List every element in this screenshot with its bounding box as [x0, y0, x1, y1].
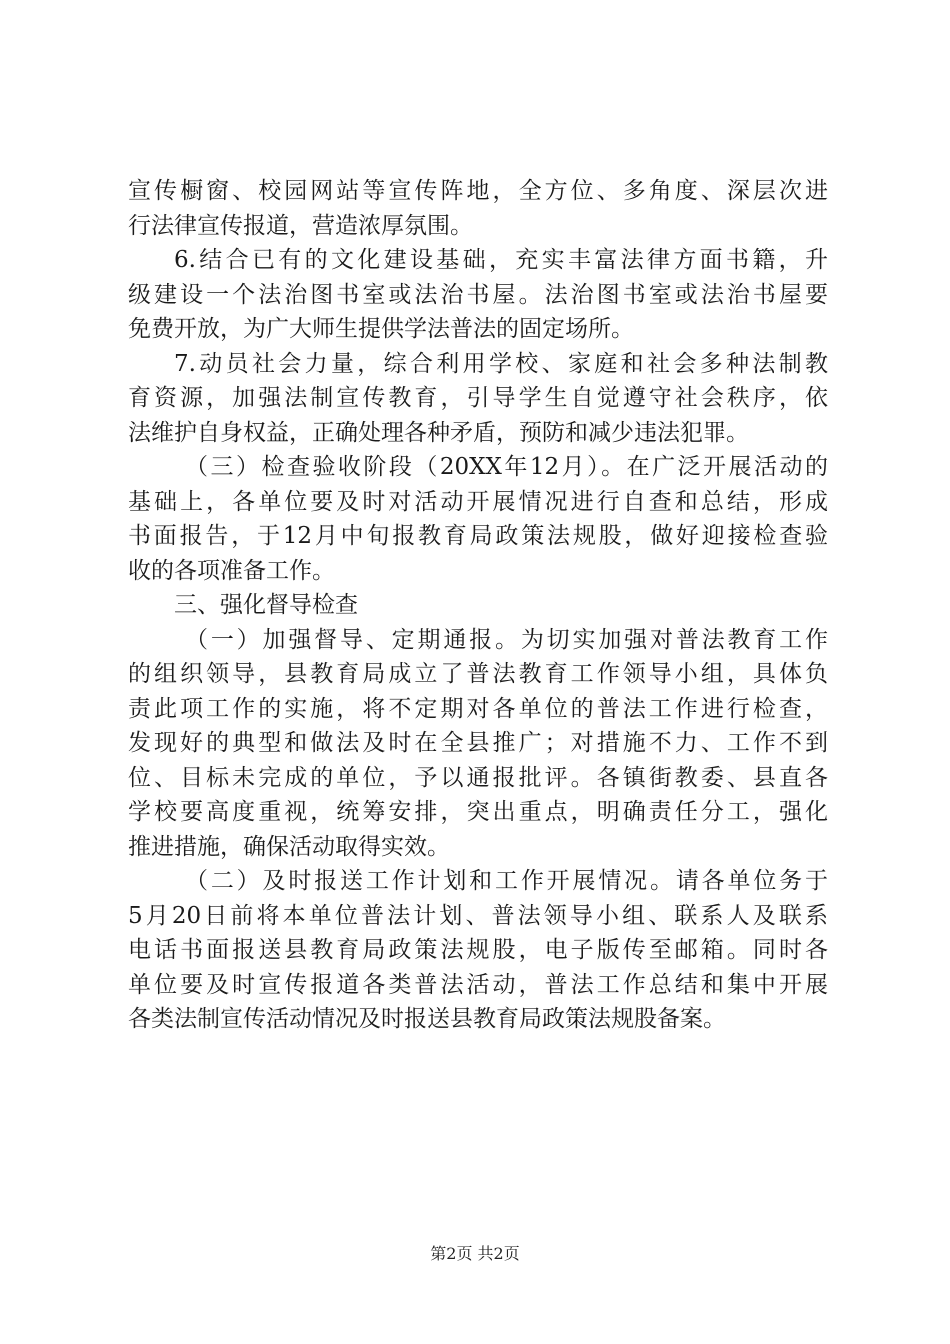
text-line: 学校要高度重视，统筹安排，突出重点，明确责任分工，强化: [128, 799, 828, 825]
text-line: 书面报告，于12月中旬报教育局政策法规股，做好迎接检查验: [128, 523, 828, 549]
text-line: 级建设一个法治图书室或法治书屋。法治图书室或法治书屋要: [128, 281, 828, 308]
text-line: 发现好的典型和做法及时在全县推广；对措施不力、工作不到: [128, 730, 828, 756]
text-line: （二）及时报送工作计划和工作开展情况。请各单位务于: [185, 868, 828, 894]
text-line: 5月20日前将本单位普法计划、普法领导小组、联系人及联系: [128, 902, 828, 929]
text-line: 各类法制宣传活动情况及时报送县教育局政策法规股备案。: [128, 1006, 726, 1032]
document-body: [128, 174, 828, 1037]
text-line: 推进措施，确保活动取得实效。: [128, 833, 450, 860]
page-number-footer: 第2页 共2页: [430, 1244, 520, 1263]
text-line: （三）检查验收阶段（20XX年12月）。在广泛开展活动的: [185, 454, 828, 480]
text-line: 法维护自身权益，正确处理各种矛盾，预防和减少违法犯罪。: [128, 419, 749, 446]
text-line: 育资源，加强法制宣传教育，引导学生自觉遵守社会秩序，依: [128, 385, 828, 411]
text-line: 宣传橱窗、校园网站等宣传阵地，全方位、多角度、深层次进: [128, 178, 828, 204]
text-line: 6.结合已有的文化建设基础，充实丰富法律方面书籍，升: [174, 247, 828, 273]
text-line: 位、目标未完成的单位，予以通报批评。各镇街教委、县直各: [128, 764, 828, 791]
text-line: 单位要及时宣传报道各类普法活动，普法工作总结和集中开展: [128, 971, 828, 998]
text-line: 责此项工作的实施，将不定期对各单位的普法工作进行检查，: [128, 695, 828, 722]
text-line: 行法律宣传报道，营造浓厚氛围。: [128, 212, 473, 239]
text-line: 电话书面报送县教育局政策法规股，电子版传至邮箱。同时各: [128, 937, 828, 963]
text-line: 7.动员社会力量，综合利用学校、家庭和社会多种法制教: [174, 350, 828, 377]
section-heading: 三、强化督导检查: [174, 592, 358, 618]
text-line: 的组织领导，县教育局成立了普法教育工作领导小组，具体负: [128, 661, 828, 687]
text-line: 免费开放，为广大师生提供学法普法的固定场所。: [128, 316, 634, 342]
text-line: （一）加强督导、定期通报。为切实加强对普法教育工作: [185, 626, 828, 653]
text-line: 基础上，各单位要及时对活动开展情况进行自查和总结，形成: [128, 488, 828, 515]
text-line: 收的各项准备工作。: [128, 557, 335, 584]
